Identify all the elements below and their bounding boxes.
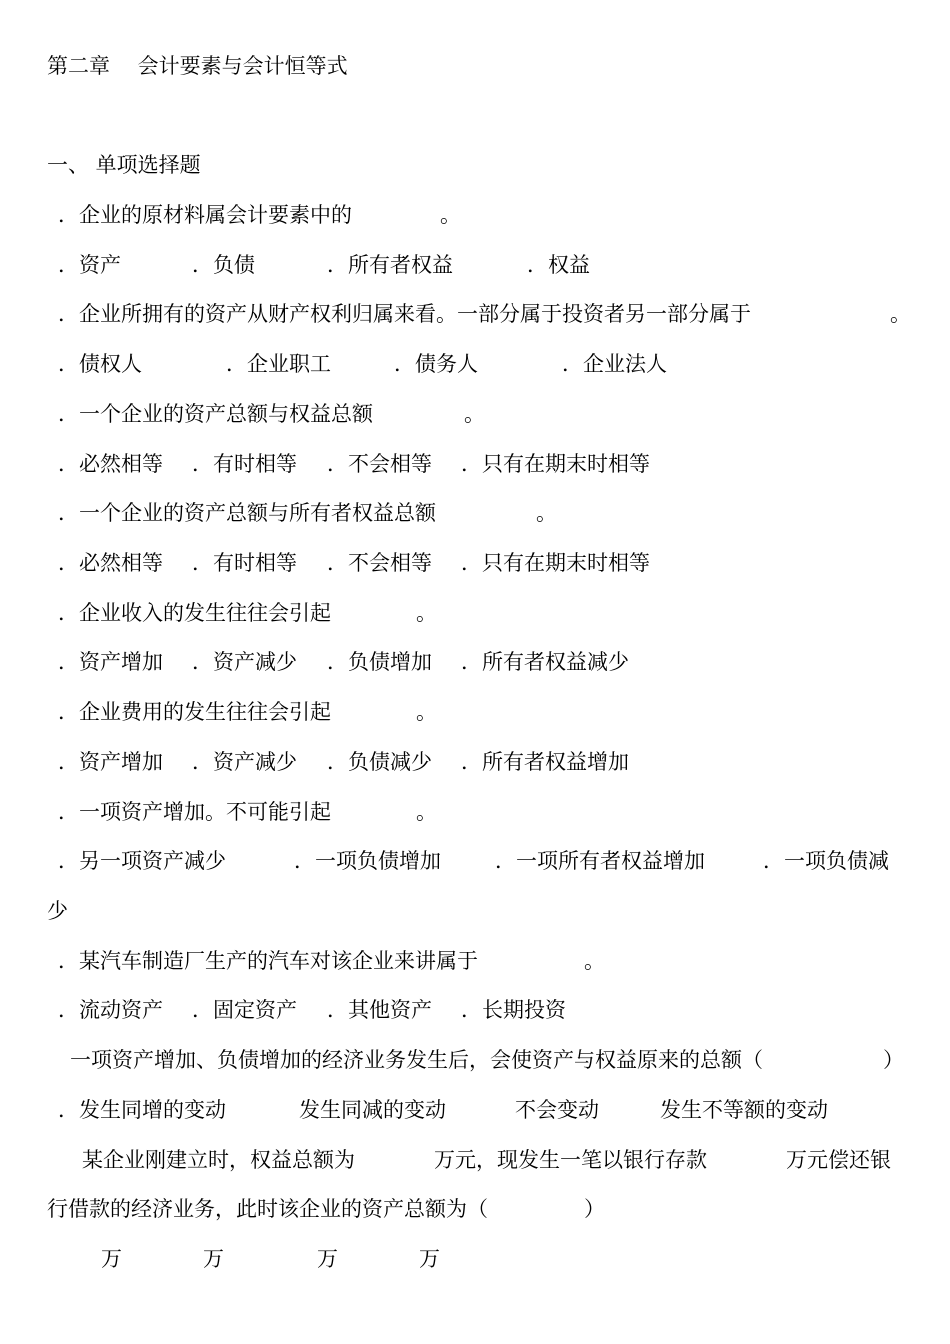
option-b: ．企业职工 [226,352,331,376]
chapter-title: 第二章 会计要素与会计恒等式 [47,54,348,78]
question-stem: ．一个企业的资产总额与所有者权益总额 [58,501,436,525]
question-stem: ．企业所拥有的资产从财产权利归属来看。一部分属于投资者另一部分属于 [58,302,751,326]
question-end: 。 [536,501,557,525]
option-d: ．只有在期末时相等 [461,551,650,575]
option-b: ．固定资产 [192,998,297,1022]
option-d: ．只有在期末时相等 [461,452,650,476]
option-b: ．资产减少 [192,650,297,674]
option-d: ．所有者权益增加 [461,750,629,774]
question-end: 。 [584,949,605,973]
question-end: 。 [416,700,437,724]
question-end: 。 [440,203,461,227]
option-b: ．资产减少 [192,750,297,774]
option-b: ．负债 [192,253,255,277]
option-b: ．有时相等 [192,452,297,476]
option-a: ．必然相等 [58,551,163,575]
option-c: ．债务人 [394,352,478,376]
option-a: ．另一项资产减少 [58,849,226,873]
option-a: ．资产增加 [58,750,163,774]
option-d-wrap: 少 [47,899,68,923]
question-stem: ．一项资产增加。不可能引起 [58,800,331,824]
option-b: ．一项负债增加 [294,849,441,873]
option-c: ．所有者权益 [327,253,453,277]
question-end: 。 [464,402,485,426]
option-d: 万 [419,1247,440,1271]
option-d: ．长期投资 [461,998,566,1022]
question-end: ） [883,1048,904,1072]
option-d: ．所有者权益减少 [461,650,629,674]
option-a: ．资产增加 [58,650,163,674]
option-b: 发生同减的变动 [299,1098,446,1122]
option-d: ．一项负债减 [763,849,889,873]
question-stem: ．某汽车制造厂生产的汽车对该企业来讲属于 [58,949,478,973]
question-stem: ．企业的原材料属会计要素中的 [58,203,352,227]
option-a: ．发生同增的变动 [58,1098,226,1122]
option-d: ．企业法人 [562,352,667,376]
option-c: ．一项所有者权益增加 [495,849,705,873]
option-d: 发生不等额的变动 [660,1098,828,1122]
option-d: ．权益 [527,253,590,277]
option-c: ．不会相等 [327,452,432,476]
option-a: 万 [101,1247,122,1271]
option-c: 不会变动 [515,1098,599,1122]
question-end: 。 [416,800,437,824]
option-a: ．债权人 [58,352,142,376]
option-a: ．资产 [58,253,121,277]
question-end: ） [584,1197,605,1221]
section-title: 一、 单项选择题 [47,153,201,177]
option-c: 万 [317,1247,338,1271]
question-stem-part-c: 万元偿还银 [786,1148,891,1172]
question-end: 。 [416,601,437,625]
question-stem-part-a: 某企业刚建立时，权益总额为 [82,1148,355,1172]
option-b: 万 [203,1247,224,1271]
question-stem: 一项资产增加、负债增加的经济业务发生后，会使资产与权益原来的总额（ [70,1048,763,1072]
question-stem-part-b: 万元，现发生一笔以银行存款 [434,1148,707,1172]
question-stem-part-d: 行借款的经济业务，此时该企业的资产总额为（ [47,1197,488,1221]
option-a: ．流动资产 [58,998,163,1022]
option-b: ．有时相等 [192,551,297,575]
question-stem: ．企业费用的发生往往会引起 [58,700,331,724]
option-c: ．负债增加 [327,650,432,674]
question-stem: ．一个企业的资产总额与权益总额 [58,402,373,426]
option-c: ．不会相等 [327,551,432,575]
option-c: ．负债减少 [327,750,432,774]
option-c: ．其他资产 [327,998,432,1022]
question-stem: ．企业收入的发生往往会引起 [58,601,331,625]
option-a: ．必然相等 [58,452,163,476]
question-end: 。 [890,302,911,326]
